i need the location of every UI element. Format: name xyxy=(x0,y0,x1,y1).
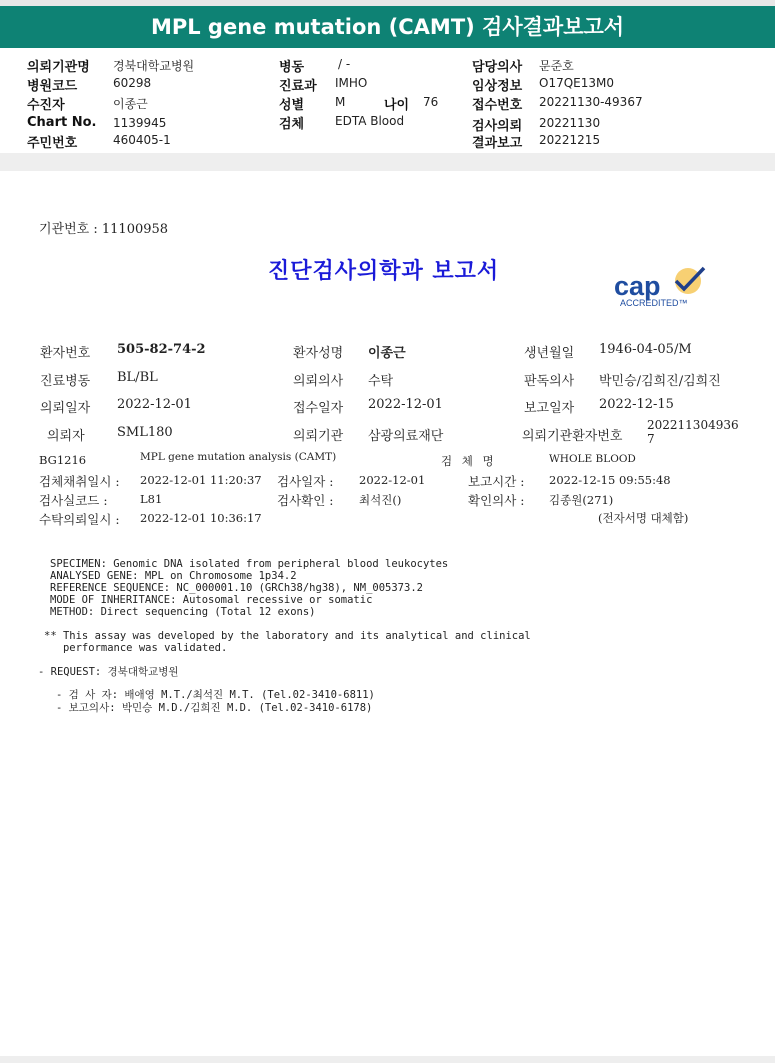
header-value: O17QE13M0 xyxy=(539,76,614,90)
meta-label: 검사실코드 : xyxy=(39,493,108,508)
field-value: 박민승/김희진/김희진 xyxy=(599,374,721,389)
header-value: 20221215 xyxy=(539,133,601,147)
footer-divider xyxy=(0,1056,775,1063)
cap-logo xyxy=(612,262,712,310)
body-line: MODE OF INHERITANCE: Autosomal recessive or somatic xyxy=(50,594,373,606)
header-value: / - xyxy=(338,57,351,71)
header-label: 검사의뢰 xyxy=(472,119,523,134)
test-name: MPL gene mutation analysis (CAMT) xyxy=(140,451,337,463)
field-label: 생년월일 xyxy=(524,346,575,361)
body-line: SPECIMEN: Genomic DNA isolated from peripheral blood leukocytes xyxy=(50,558,449,570)
field-value: 202211304936 xyxy=(647,418,739,432)
patient-number: 505-82-74-2 xyxy=(117,342,206,357)
meta-value: 2022-12-01 xyxy=(359,473,426,487)
header-label: 나이 xyxy=(384,98,410,113)
header-value: 경북대학교병원 xyxy=(113,59,195,73)
header-label: 담당의사 xyxy=(472,60,523,75)
field-label: 진료병동 xyxy=(40,374,91,389)
body-line: METHOD: Direct sequencing (Total 12 exons) xyxy=(50,606,316,618)
meta-label: 확인의사 : xyxy=(468,493,525,508)
header-label: 주민번호 xyxy=(27,136,78,151)
field-value: 2022-12-15 xyxy=(599,397,674,412)
meta-label: 검사일자 : xyxy=(277,474,334,489)
field-value: 2022-12-01 xyxy=(117,397,192,412)
header-value: IMHO xyxy=(335,76,368,90)
field-value: BL/BL xyxy=(117,370,158,385)
header-label: 성별 xyxy=(279,98,305,113)
header-label: 검체 xyxy=(279,117,305,132)
field-value: 2022-12-01 xyxy=(368,397,443,412)
field-label: 의뢰기관 xyxy=(293,429,344,444)
header-label: Chart No. xyxy=(27,115,97,130)
svg-text:ACCREDITED™: ACCREDITED™ xyxy=(620,298,688,308)
field-value: 수탁 xyxy=(368,374,394,389)
page-title: MPL gene mutation (CAMT) 검사결과보고서 xyxy=(150,15,625,39)
meta-value: 2022-12-15 09:55:48 xyxy=(549,473,671,487)
esign-note: (전자서명 대체함) xyxy=(598,511,689,525)
header-divider xyxy=(0,153,775,171)
test-code: BG1216 xyxy=(39,453,87,467)
field-label: 의뢰기관환자번호 xyxy=(522,429,623,444)
header-value: 460405-1 xyxy=(113,133,171,147)
institution-number: 기관번호 : 11100958 xyxy=(39,222,169,237)
field-label: 보고일자 xyxy=(524,401,575,416)
field-label: 의뢰일자 xyxy=(40,401,91,416)
header-value: 76 xyxy=(423,95,439,109)
meta-value: 2022-12-01 10:36:17 xyxy=(140,511,262,525)
field-value: SML180 xyxy=(117,425,173,440)
specimen-value: WHOLE BLOOD xyxy=(549,453,636,465)
field-value-tail: 7 xyxy=(647,432,655,446)
meta-value: L81 xyxy=(140,492,163,506)
header-label: 병동 xyxy=(279,60,305,75)
note-line: ** This assay was developed by the laboratory and its analytical and clinical xyxy=(44,630,531,642)
header-label: 수진자 xyxy=(27,98,65,113)
header-label: 진료과 xyxy=(279,79,317,94)
body-line: REFERENCE SEQUENCE: NC_000001.10 (GRCh38/hg38), NM_005373.2 xyxy=(50,582,423,594)
field-label: 의뢰의사 xyxy=(293,374,344,389)
header-label: 결과보고 xyxy=(472,136,523,151)
meta-value: 2022-12-01 11:20:37 xyxy=(140,473,262,487)
header-value: 20221130-49367 xyxy=(539,95,643,109)
header-value: 60298 xyxy=(113,76,152,90)
header-label: 접수번호 xyxy=(472,98,523,113)
svg-text:cap: cap xyxy=(614,271,661,301)
body-line: ANALYSED GENE: MPL on Chromosome 1p34.2 xyxy=(50,570,297,582)
request-line: - REQUEST: 경북대학교병원 xyxy=(38,666,179,678)
header-label: 임상정보 xyxy=(472,79,523,94)
field-label: 환자번호 xyxy=(40,346,91,361)
header-label: 의뢰기관명 xyxy=(27,60,90,75)
meta-label: 검체채취일시 : xyxy=(39,474,120,489)
meta-label: 보고시간 : xyxy=(468,474,525,489)
header-value: 1139945 xyxy=(113,116,167,130)
specimen-label: 검 체 명 xyxy=(441,454,494,468)
meta-value: 김종원(271) xyxy=(549,493,614,507)
patient-name: 이종근 xyxy=(368,346,406,361)
cap-check-icon xyxy=(612,262,712,310)
field-label: 판독의사 xyxy=(524,374,575,389)
field-value: 1946-04-05/M xyxy=(599,342,692,357)
staff-line: - 보고의사: 박민승 M.D./김희진 M.D. (Tel.02-3410-6178) xyxy=(56,702,373,714)
header-value: 이종근 xyxy=(113,97,148,111)
header-value: 20221130 xyxy=(539,116,601,130)
field-label: 환자성명 xyxy=(293,346,344,361)
report-title: 진단검사의학과 보고서 xyxy=(268,258,500,284)
staff-line: - 검 사 자: 배애영 M.T./최석진 M.T. (Tel.02-3410-6811) xyxy=(56,689,375,701)
header-value: 문준호 xyxy=(539,59,574,73)
meta-label: 검사확인 : xyxy=(277,493,334,508)
field-label: 의뢰자 xyxy=(47,429,85,444)
field-label: 접수일자 xyxy=(293,401,344,416)
header-label: 병원코드 xyxy=(27,79,78,94)
note-line: performance was validated. xyxy=(44,642,228,654)
header-value: EDTA Blood xyxy=(335,114,405,128)
field-value: 삼광의료재단 xyxy=(368,429,444,444)
header-value: M xyxy=(335,95,346,109)
meta-label: 수탁의뢰일시 : xyxy=(39,512,120,527)
meta-value: 최석진() xyxy=(359,493,402,507)
